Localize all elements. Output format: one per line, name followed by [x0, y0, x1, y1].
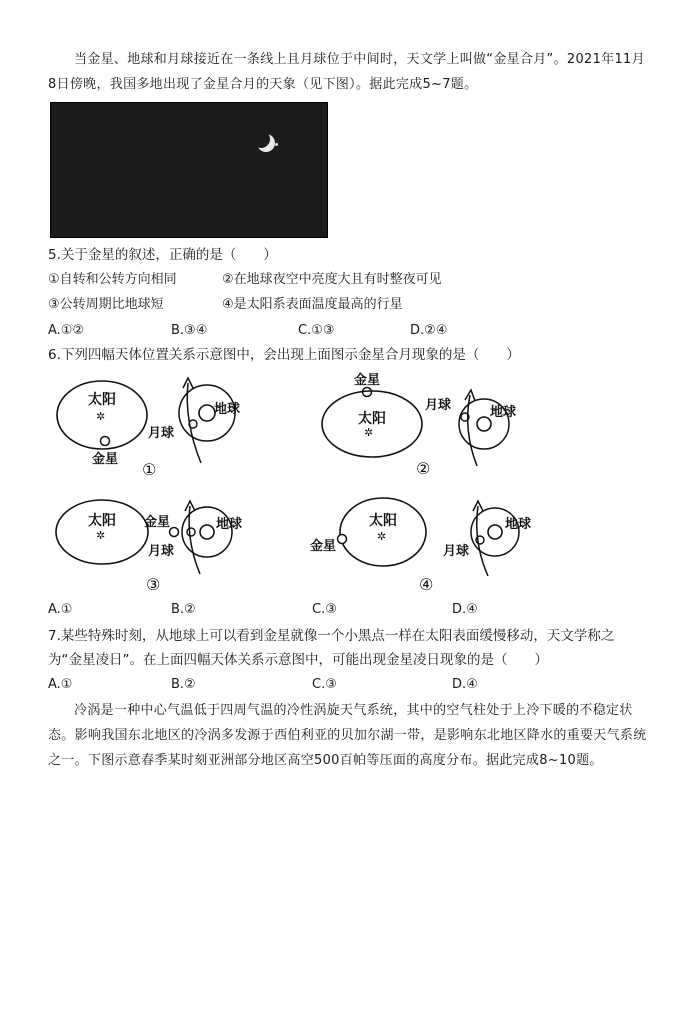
q5-options-row-1: [48, 270, 648, 290]
q5-choice-a[interactable]: A.①②: [48, 323, 85, 338]
earth-label: 地球: [214, 402, 241, 417]
intro-paragraph: 当金星、地球和月球接近在一条线上且月球位于中间时，天文学上叫做“金星合月”。2021年11月8日傍晚，我国多地出现了金星合月的天象（见下图）。据此完成5~7题。: [48, 52, 645, 92]
q5-option-3: ③公转周期比地球短: [48, 297, 164, 312]
venus-dot: [275, 143, 278, 146]
q5-option-2: ②在地球夜空中亮度大且有时整夜可见: [222, 272, 442, 287]
svg-text:✲: ✲: [364, 426, 374, 439]
q6-question: 6.下列四幅天体位置关系示意图中，会出现上面图示金星合月现象的是（ ）: [48, 347, 520, 363]
moon-label: 月球: [443, 544, 470, 559]
venus-label: 金星: [310, 539, 337, 554]
svg-text:✲: ✲: [377, 530, 387, 543]
earth-label: 地球: [505, 517, 532, 532]
q7-choices: [48, 675, 648, 695]
venus-circle: [101, 437, 110, 446]
venus-label: 金星: [92, 452, 119, 467]
earth-circle: [488, 525, 502, 539]
earth-circle: [200, 525, 214, 539]
diagram-number-label: ④: [419, 575, 434, 594]
conjunction-photo: [50, 102, 328, 238]
moon-label: 月球: [148, 426, 175, 441]
sun-label: 太阳: [358, 411, 386, 427]
q5-choices: [48, 321, 648, 341]
venus-label: 金星: [144, 515, 171, 530]
earth-circle: [199, 405, 215, 421]
q6-choice-d[interactable]: D.④: [452, 602, 478, 617]
sun-label: 太阳: [369, 513, 397, 529]
q5-option-4: ④是太阳系表面温度最高的行星: [222, 297, 403, 312]
venus-circle: [170, 528, 179, 537]
q5-option-1: ①自转和公转方向相同: [48, 272, 177, 287]
sun-label: 太阳: [88, 513, 116, 529]
q7-choice-b[interactable]: B.②: [171, 677, 196, 692]
svg-text:✲: ✲: [96, 529, 106, 542]
q5-choice-b[interactable]: B.③④: [171, 323, 208, 338]
venus-label: 金星: [354, 373, 381, 388]
q7-choice-a[interactable]: A.①: [48, 677, 73, 692]
diagram-2: [320, 368, 540, 483]
q5-options-row-2: [48, 295, 648, 315]
diagram-number-label: ②: [416, 459, 431, 478]
sun-label: 太阳: [88, 392, 116, 408]
q6-choice-a[interactable]: A.①: [48, 602, 73, 617]
diagram-4: [305, 492, 545, 597]
moon-label: 月球: [148, 544, 175, 559]
q7-question: 7.某些特殊时刻，从地球上可以看到金星就像一个小黑点一样在太阳表面缓慢移动，天文学称之为“金星凌日”。在上面四幅天体关系示意图中，可能出现金星凌日现象的是（ ）: [48, 628, 615, 668]
q5-question: 5.关于金星的叙述，正确的是（ ）: [48, 247, 277, 263]
diagram-3: [50, 492, 260, 597]
q6-choice-c[interactable]: C.③: [312, 602, 337, 617]
intro2-paragraph: 冷涡是一种中心气温低于四周气温的冷性涡旋天气系统，其中的空气柱处于上冷下暖的不稳定状态。影响我国东北地区的冷涡多发源于西伯利亚的贝加尔湖一带，是影响东北地区降水的重要天气系统之一。下图示意春季某时刻亚洲部分地区高空500百帕等压面的高度分布。据此完成8~10题。: [48, 703, 647, 768]
moon-label: 月球: [425, 398, 452, 413]
moon-circle: [187, 528, 195, 536]
q6-choices: [48, 600, 648, 620]
q5-choice-d[interactable]: D.②④: [410, 323, 448, 338]
diagram-1: [50, 375, 260, 485]
svg-text:✲: ✲: [96, 410, 106, 423]
q5-choice-c[interactable]: C.①③: [298, 323, 335, 338]
q6-choice-b[interactable]: B.②: [171, 602, 196, 617]
q7-choice-d[interactable]: D.④: [452, 677, 478, 692]
earth-label: 地球: [490, 405, 517, 420]
venus-circle: [338, 535, 347, 544]
diagram-number-label: ③: [146, 575, 161, 594]
q7-choice-c[interactable]: C.③: [312, 677, 337, 692]
diagram-number-label: ①: [142, 460, 157, 479]
earth-circle: [477, 417, 491, 431]
earth-label: 地球: [216, 517, 243, 532]
